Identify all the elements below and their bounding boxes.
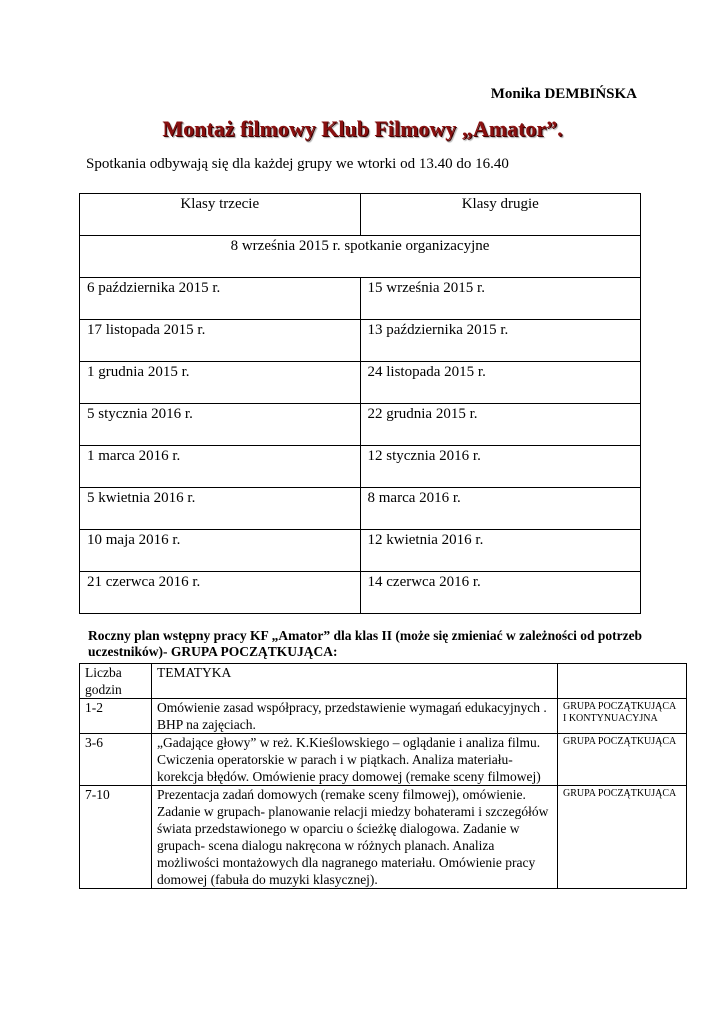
- organizational-meeting: 8 września 2015 r. spotkanie organizacyjne: [80, 236, 641, 278]
- header-third-grade: Klasy trzecie: [80, 194, 361, 236]
- plan-hours: 1-2: [80, 699, 152, 734]
- schedule-row: [80, 320, 641, 362]
- date-third-grade: 10 maja 2016 r.: [80, 530, 361, 572]
- schedule-table: [79, 193, 641, 614]
- date-third-grade: 17 listopada 2015 r.: [80, 320, 361, 362]
- author-name: Monika DEMBIŃSKA: [490, 86, 637, 102]
- plan-topic: Prezentacja zadań domowych (remake sceny filmowej), omówienie. Zadanie w grupach- planowanie relacji miedzy bohaterami i szczegółów świata przedstawionego w oparciu o ścieżkę dialogowa. Zadanie w grupach- scena dialogu nakręcona w różnych planach. Analiza możliwości montażowych dla nagranego materiału. Omówienie pracy domowej (fabuła do muzyki klasycznej).: [152, 786, 558, 889]
- date-second-grade: 8 marca 2016 r.: [360, 488, 641, 530]
- schedule-row: [80, 278, 641, 320]
- date-second-grade: 22 grudnia 2015 r.: [360, 404, 641, 446]
- schedule-row: [80, 446, 641, 488]
- header-topic: TEMATYKA: [152, 664, 558, 699]
- schedule-row: [80, 362, 641, 404]
- header-hours: Liczba godzin: [80, 664, 152, 699]
- document-title: Montaż filmowy Klub Filmowy „Amator”.: [162, 116, 563, 141]
- schedule-row: [80, 530, 641, 572]
- date-second-grade: 14 czerwca 2016 r.: [360, 572, 641, 614]
- schedule-row: [80, 572, 641, 614]
- plan-heading: Roczny plan wstępny pracy KF „Amator” dla klas II (może się zmieniać w zależności od potrzeb uczestników)- GRUPA POCZĄTKUJĄCA:: [88, 628, 643, 659]
- header-group: [558, 664, 687, 699]
- date-third-grade: 1 grudnia 2015 r.: [80, 362, 361, 404]
- plan-row: [80, 786, 687, 889]
- plan-row: [80, 734, 687, 786]
- plan-topic: „Gadające głowy” w reż. K.Kieślowskiego – oglądanie i analiza filmu. Cwiczenia operatorskie w parach i w piątkach. Analiza materiału- korekcja błędów. Omówienie pracy domowej (remake sceny filmowej): [152, 734, 558, 786]
- plan-hours: 7-10: [80, 786, 152, 889]
- plan-row: [80, 699, 687, 734]
- date-third-grade: 5 stycznia 2016 r.: [80, 404, 361, 446]
- plan-table: [79, 663, 687, 889]
- date-second-grade: 12 kwietnia 2016 r.: [360, 530, 641, 572]
- plan-group: GRUPA POCZĄTKUJĄCA: [558, 734, 687, 786]
- date-third-grade: 5 kwietnia 2016 r.: [80, 488, 361, 530]
- date-third-grade: 1 marca 2016 r.: [80, 446, 361, 488]
- date-second-grade: 15 września 2015 r.: [360, 278, 641, 320]
- plan-group: GRUPA POCZĄTKUJĄCA I KONTYNUACYJNA: [558, 699, 687, 734]
- schedule-row: [80, 488, 641, 530]
- schedule-row: [80, 404, 641, 446]
- date-third-grade: 21 czerwca 2016 r.: [80, 572, 361, 614]
- header-second-grade: Klasy drugie: [360, 194, 641, 236]
- meeting-info: Spotkania odbywają się dla każdej grupy we wtorki od 13.40 do 16.40: [86, 156, 509, 172]
- plan-hours: 3-6: [80, 734, 152, 786]
- schedule-org-row: [80, 236, 641, 278]
- plan-group: GRUPA POCZĄTKUJĄCA: [558, 786, 687, 889]
- plan-header-row: [80, 664, 687, 699]
- plan-topic: Omówienie zasad współpracy, przedstawienie wymagań edukacyjnych . BHP na zajęciach.: [152, 699, 558, 734]
- date-second-grade: 13 października 2015 r.: [360, 320, 641, 362]
- date-third-grade: 6 października 2015 r.: [80, 278, 361, 320]
- date-second-grade: 24 listopada 2015 r.: [360, 362, 641, 404]
- schedule-header-row: [80, 194, 641, 236]
- date-second-grade: 12 stycznia 2016 r.: [360, 446, 641, 488]
